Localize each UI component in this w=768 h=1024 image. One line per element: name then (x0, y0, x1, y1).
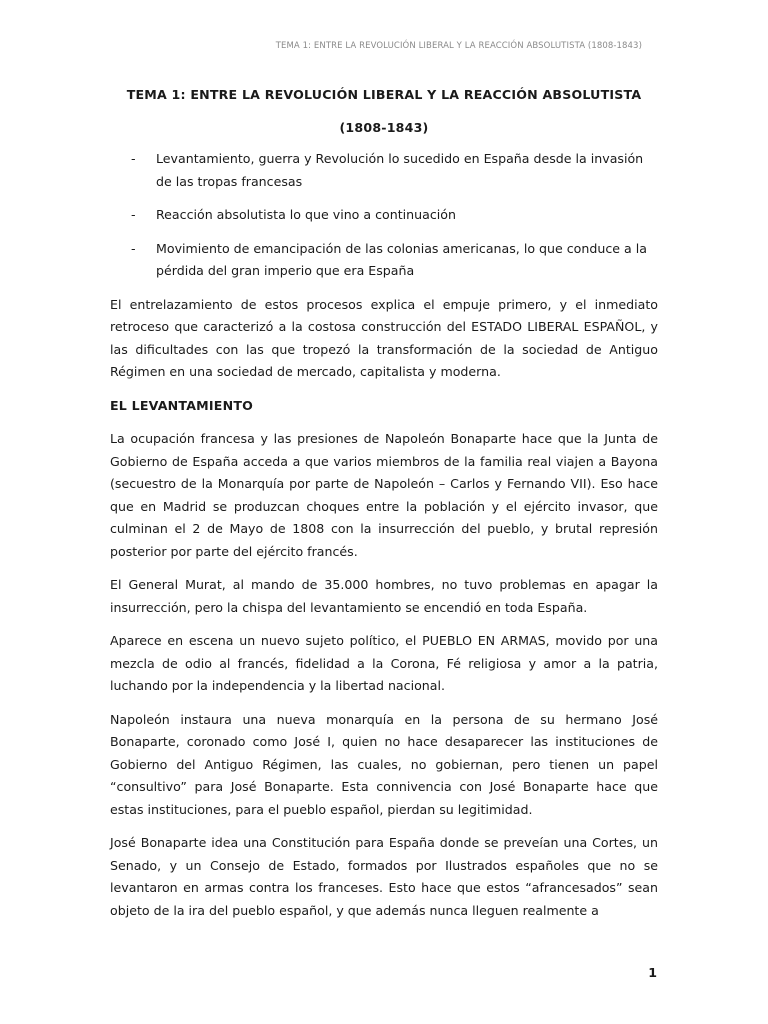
intro-paragraph: El entrelazamiento de estos procesos explica el empuje primero, y el inmediato retroceso que caracterizó a la costosa construcción del ESTADO LIBERAL ESPAÑOL, y las dificultades con las que tropezó la transformación de la sociedad de Antiguo Régimen en una sociedad de mercado, capitalista y moderna. (110, 296, 658, 379)
page-number: 1 (648, 965, 657, 980)
bullet-marker: - (131, 207, 136, 222)
document-body (110, 84, 658, 933)
bullet-item (110, 204, 658, 227)
running-header: TEMA 1: ENTRE LA REVOLUCIÓN LIBERAL Y LA REACCIÓN ABSOLUTISTA (1808-1843) (275, 41, 642, 51)
bullet-list (110, 148, 658, 283)
bullet-item (110, 238, 658, 283)
section-heading: EL LEVANTAMIENTO (110, 397, 254, 413)
paragraph: Aparece en escena un nuevo sujeto político, el PUEBLO EN ARMAS, movido por una mezcla de odio al francés, fidelidad a la Corona, Fé religiosa y amor a la patria, luchando por la independencia y la libertad nacional. (110, 633, 658, 693)
bullet-text: Levantamiento, guerra y Revolución lo sucedido en España desde la invasión de las tropas francesas (156, 151, 644, 189)
bullet-item (110, 148, 658, 193)
document-subtitle: (1808-1843) (339, 119, 429, 135)
paragraph: Napoleón instaura una nueva monarquía en la persona de su hermano José Bonaparte, coronado como José I, quien no hace desaparecer las instituciones de Gobierno del Antiguo Régimen, las cuales, no gobiernan, pero tienen un papel “consultivo” para José Bonaparte. Esta connivencia con José Bonaparte hace que estas instituciones, para el pueblo español, pierdan su legitimidad. (110, 711, 658, 817)
bullet-marker: - (131, 151, 136, 166)
bullet-marker: - (131, 240, 136, 256)
paragraph: La ocupación francesa y las presiones de Napoleón Bonaparte hace que la Junta de Gobierno de España acceda a que varios miembros de la familia real viajen a Bayona (secuestro de la Monarquía por parte de Napoleón – Carlos y Fernando VII). Eso hace que en Madrid se produzcan choques entre la población y el ejército invasor, que culminan el 2 de Mayo de 1808 con la insurrección del pueblo, y brutal represión posterior por parte del ejército francés. (110, 431, 658, 559)
paragraph: El General Murat, al mando de 35.000 hombres, no tuvo problemas en apagar la insurrección, pero la chispa del levantamiento se encendió en toda España. (110, 577, 658, 615)
bullet-text: Movimiento de emancipación de las colonias americanas, lo que conduce a la pérdida del gran imperio que era España (156, 240, 647, 278)
paragraph: José Bonaparte idea una Constitución para España donde se preveían una Cortes, un Senado, y un Consejo de Estado, formados por Ilustrados españoles que no se levantaron en armas contra los franceses. Esto hace que estos “afrancesados” sean objeto de la ira del pueblo español, y que además nunca lleguen realmente a (110, 835, 658, 918)
bullet-text: Reacción absolutista lo que vino a continuación (156, 207, 456, 222)
document-title: TEMA 1: ENTRE LA REVOLUCIÓN LIBERAL Y LA REACCIÓN ABSOLUTISTA (126, 87, 642, 102)
